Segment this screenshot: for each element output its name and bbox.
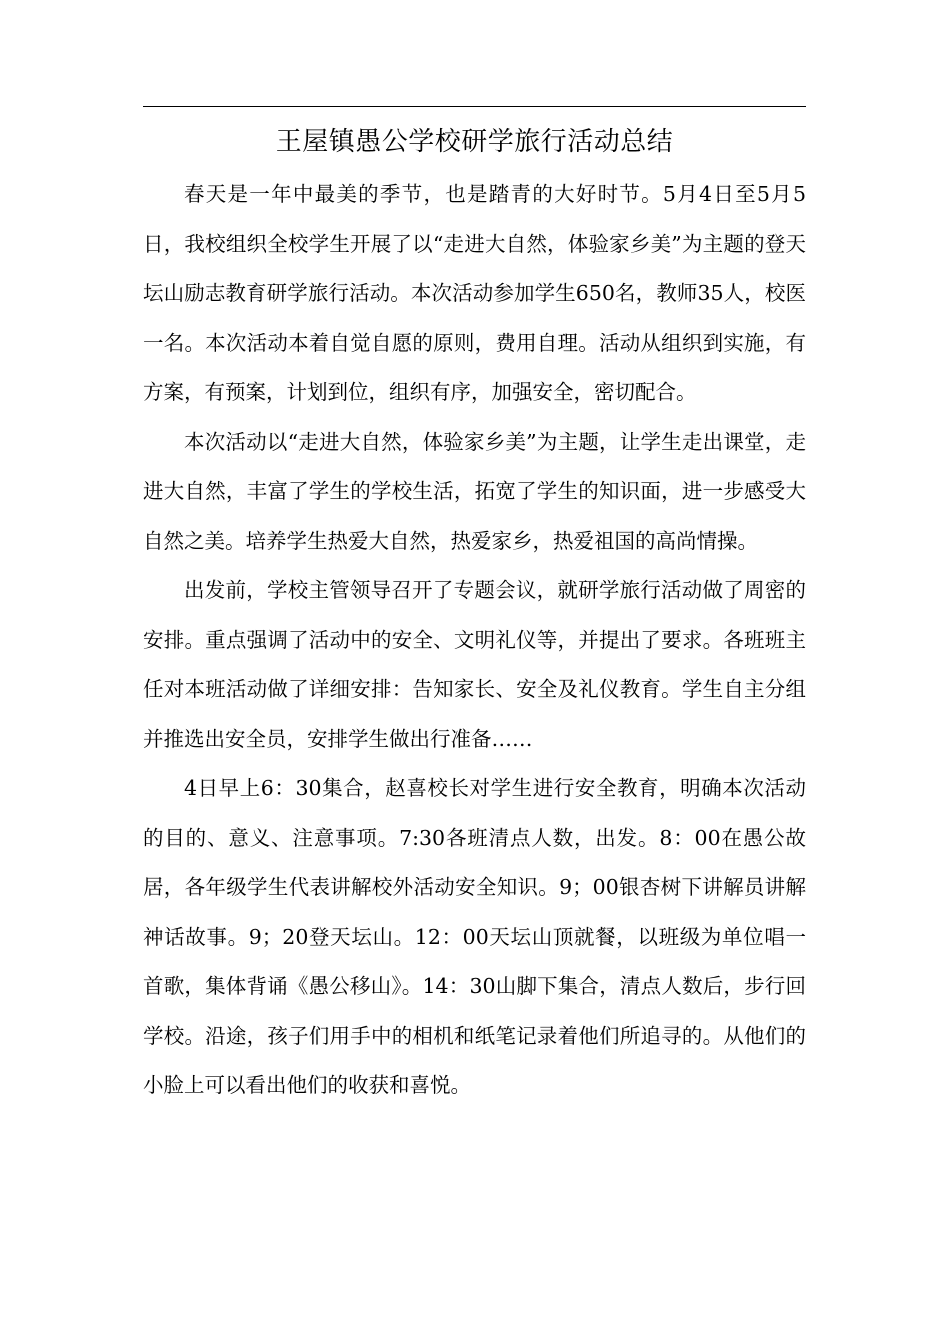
paragraph-3: 出发前，学校主管领导召开了专题会议，就研学旅行活动做了周密的安排。重点强调了活动中的安全、文明礼仪等，并提出了要求。各班班主任对本班活动做了详细安排：告知家长、安全及礼仪教育。学生自主分组并推选出安全员，安排学生做出行准备……: [143, 578, 806, 751]
paragraph-4: 4日早上6：30集合，赵喜校长对学生进行安全教育，明确本次活动的目的、意义、注意事项。7:30各班清点人数，出发。8：00在愚公故居，各年级学生代表讲解校外活动安全知识。9；00银杏树下讲解员讲解神话故事。9；20登天坛山。12：00天坛山顶就餐，以班级为单位唱一首歌，集体背诵《愚公移山》。14：30山脚下集合，清点人数后，步行回学校。沿途，孩子们用手中的相机和纸笔记录着他们所追寻的。从他们的小脸上可以看出他们的收获和喜悦。: [143, 776, 806, 1097]
paragraph-2: 本次活动以“走进大自然，体验家乡美”为主题，让学生走出课堂，走进大自然，丰富了学生的学校生活，拓宽了学生的知识面，进一步感受大自然之美。培养学生热爱大自然，热爱家乡，热爱祖国的高尚情操。: [143, 429, 806, 553]
document-body: [143, 170, 806, 1111]
header-rule: [143, 106, 806, 107]
document-title: 王屋镇愚公学校研学旅行活动总结: [275, 127, 674, 157]
paragraph-1: 春天是一年中最美的季节，也是踏青的大好时节。5月4日至5月5日，我校组织全校学生开展了以“走进大自然，体验家乡美”为主题的登天坛山励志教育研学旅行活动。本次活动参加学生650名，教师35人，校医一名。本次活动本着自觉自愿的原则，费用自理。活动从组织到实施，有方案，有预案，计划到位，组织有序，加强安全，密切配合。: [143, 182, 806, 404]
